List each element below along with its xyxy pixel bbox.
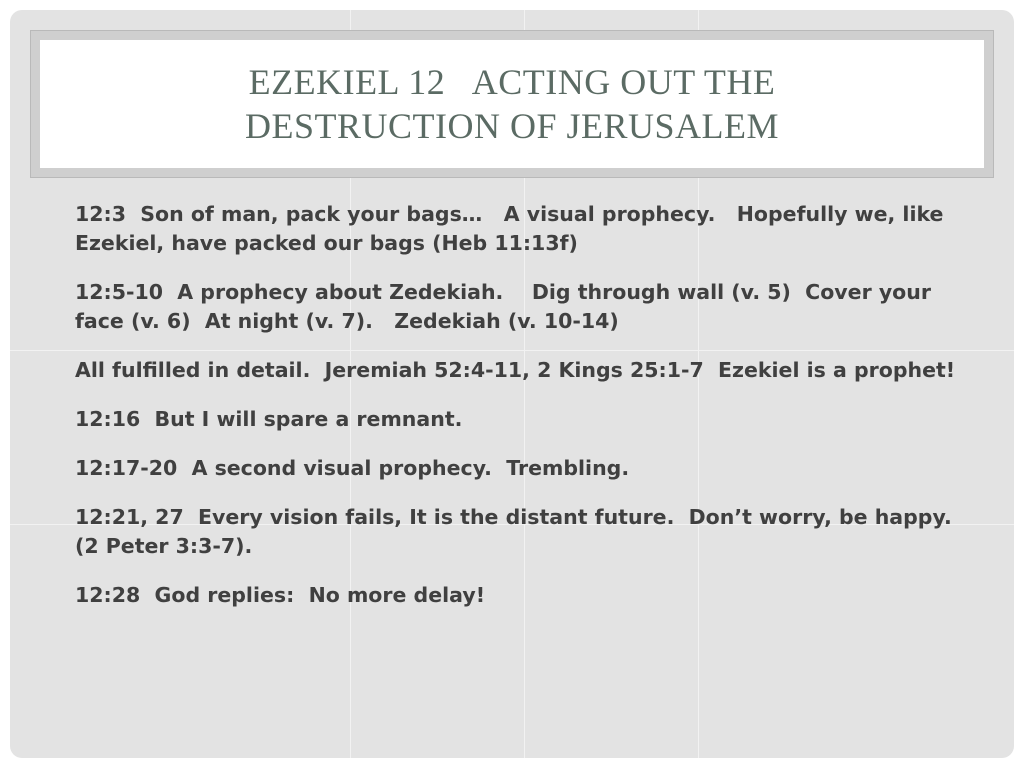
slide-title bbox=[245, 60, 779, 148]
bullet-item: 12:3 Son of man, pack your bags… A visual prophecy. Hopefully we, like Ezekiel, have packed our bags (Heb 11:13f) bbox=[75, 202, 951, 255]
bullet-item: 12:28 God replies: No more delay! bbox=[75, 583, 486, 607]
bullet-item: All fulfilled in detail. Jeremiah 52:4-11, 2 Kings 25:1-7 Ezekiel is a prophet! bbox=[75, 358, 956, 382]
bullet-item: 12:16 But I will spare a remnant. bbox=[75, 407, 463, 431]
title-line-1: EZEKIEL 12 ACTING OUT THE bbox=[248, 62, 776, 102]
title-line-2: DESTRUCTION OF JERUSALEM bbox=[244, 106, 780, 146]
slide bbox=[10, 10, 1014, 758]
bullet-item: 12:17-20 A second visual prophecy. Trembling. bbox=[75, 456, 630, 480]
title-box bbox=[40, 40, 984, 168]
bullet-item: 12:21, 27 Every vision fails, It is the distant future. Don’t worry, be happy. (2 Peter 3:3-7). bbox=[75, 505, 967, 558]
bullet-item: 12:5-10 A prophecy about Zedekiah. Dig through wall (v. 5) Cover your face (v. 6) At night (v. 7). Zedekiah (v. 10-14) bbox=[75, 280, 939, 333]
bullet-list bbox=[75, 200, 975, 630]
